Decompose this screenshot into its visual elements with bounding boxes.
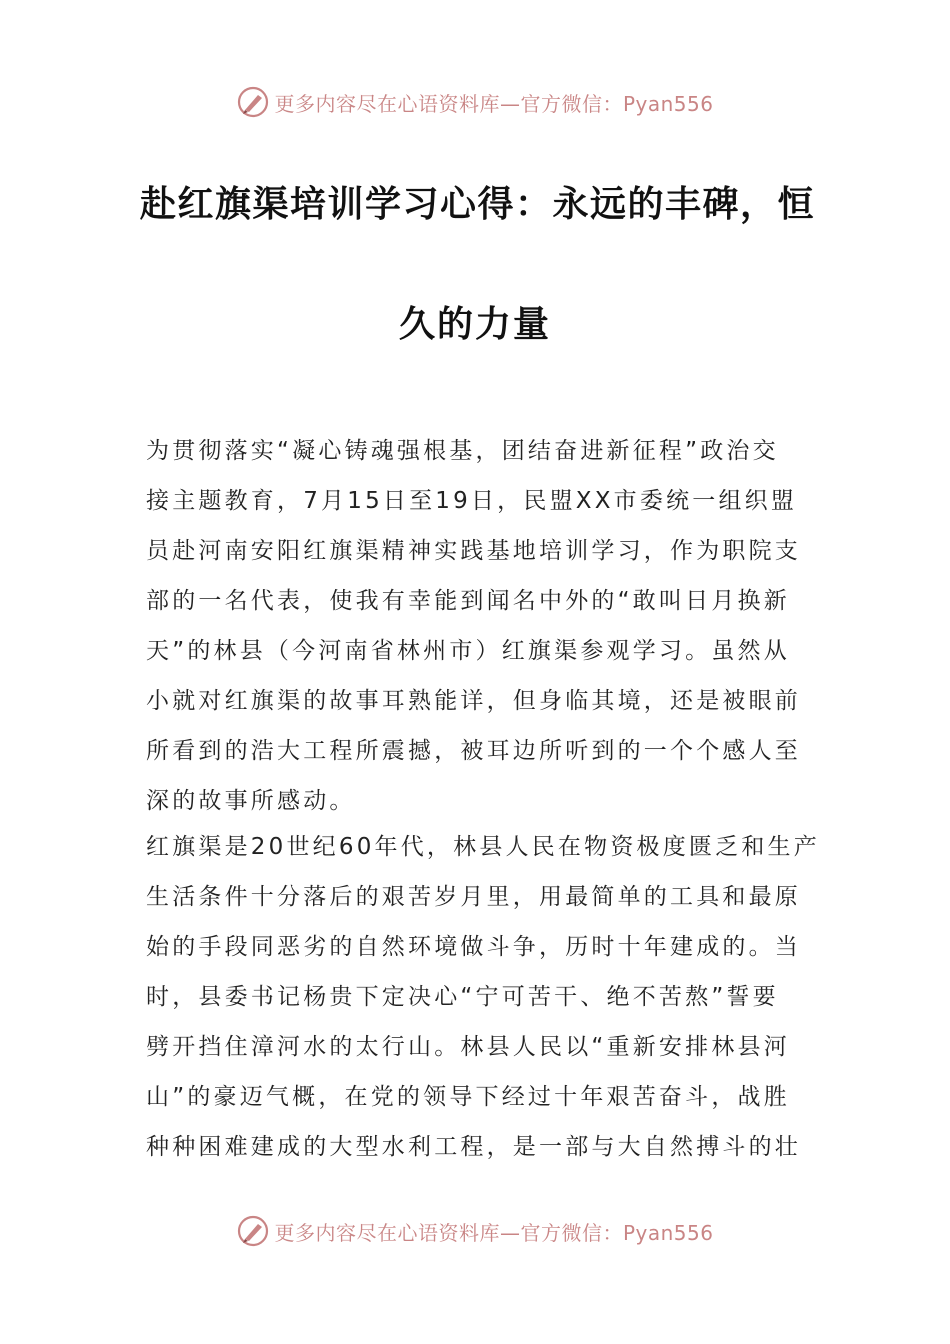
paragraph-line: 始的手段同恶劣的自然环境做斗争，历时十年建成的。当 [146, 934, 801, 960]
pen-logo-icon [236, 1214, 270, 1248]
paragraph-line: 劈开挡住漳河水的太行山。林县人民以“重新安排林县河 [146, 1034, 790, 1060]
paragraph-line: 小就对红旗渠的故事耳熟能详，但身临其境，还是被眼前 [146, 688, 801, 714]
paragraph-line: 深的故事所感动。 [146, 788, 356, 814]
footer-watermark [0, 1211, 950, 1251]
paragraph-line: 所看到的浩大工程所震撼，被耳边所听到的一个个感人至 [146, 738, 801, 764]
paragraph-line: 天”的林县（今河南省林州市）红旗渠参观学习。虽然从 [146, 638, 790, 664]
header-watermark [0, 82, 950, 122]
paragraph-line: 部的一名代表，使我有幸能到闻名中外的“敢叫日月换新 [146, 588, 790, 614]
watermark-text: 更多内容尽在心语资料库—官方微信：Pyan556 [274, 91, 714, 116]
document-title-line-1: 赴红旗渠培训学习心得：永远的丰碑，恒 [140, 184, 816, 225]
pen-logo-icon [236, 85, 270, 119]
paragraph-line: 生活条件十分落后的艰苦岁月里，用最简单的工具和最原 [146, 884, 801, 910]
paragraph-line: 红旗渠是20世纪60年代，林县人民在物资极度匮乏和生产 [146, 834, 820, 860]
watermark-text: 更多内容尽在心语资料库—官方微信：Pyan556 [274, 1220, 714, 1245]
paragraph-line: 时，县委书记杨贵下定决心“宁可苦干、绝不苦熬”誓要 [146, 984, 779, 1010]
paragraph-line: 员赴河南安阳红旗渠精神实践基地培训学习，作为职院支 [146, 538, 801, 564]
document-title-line-2: 久的力量 [398, 304, 551, 345]
paragraph-line: 接主题教育，7月15日至19日，民盟XX市委统一组织盟 [146, 488, 798, 514]
paragraph-line: 山”的豪迈气概，在党的领导下经过十年艰苦奋斗，战胜 [146, 1084, 790, 1110]
paragraph-line: 种种困难建成的大型水利工程，是一部与大自然搏斗的壮 [146, 1134, 801, 1160]
paragraph-line: 为贯彻落实“凝心铸魂强根基，团结奋进新征程”政治交 [146, 438, 779, 464]
